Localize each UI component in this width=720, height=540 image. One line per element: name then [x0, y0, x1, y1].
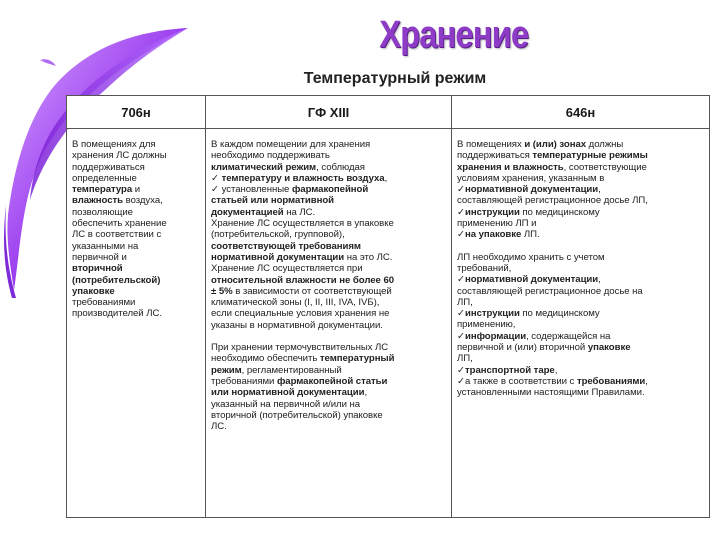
- paragraph-gap: [211, 331, 447, 342]
- column-header-gf-xiii: ГФ XIII: [206, 96, 452, 129]
- text: если специальные условия хранения не: [211, 308, 390, 320]
- text: производителей ЛС.: [72, 308, 162, 320]
- text: ЛС в соответствии с: [72, 229, 162, 241]
- text-line: [211, 207, 447, 218]
- text: ✓: [457, 364, 465, 376]
- text-line: [72, 308, 201, 319]
- cell-gf-xiii-text: [206, 129, 451, 434]
- cell-gf-xiii: [206, 129, 452, 518]
- text: ,: [384, 172, 388, 184]
- text-line: [457, 286, 705, 297]
- text: , соблюдая: [316, 161, 365, 173]
- cell-646n: [452, 129, 710, 518]
- bold-text: относительной влажности не более 60: [211, 274, 395, 286]
- text-line: [211, 184, 447, 195]
- text-line: [211, 410, 447, 421]
- cell-706n-text: [67, 129, 205, 322]
- text-line: [211, 162, 447, 173]
- text-line: [457, 195, 705, 206]
- text-line: [72, 297, 201, 308]
- text-line: [457, 387, 705, 398]
- text-line: [457, 365, 705, 376]
- text-line: [72, 252, 201, 263]
- text-line: [457, 139, 705, 150]
- text-line: [72, 229, 201, 240]
- text: ✓: [211, 172, 222, 184]
- text: ЛП,: [457, 353, 473, 365]
- text-line: [211, 308, 447, 319]
- text-line: [211, 195, 447, 206]
- bold-text: на упаковке: [465, 229, 522, 241]
- text: В каждом помещении для хранения: [211, 139, 371, 150]
- text: вторичной (потребительской) упаковке: [211, 409, 383, 421]
- text-line: [457, 376, 705, 387]
- text: применению,: [457, 319, 516, 331]
- text: В помещениях: [457, 139, 525, 150]
- text: обеспечить хранение: [72, 218, 167, 230]
- column-header-706n: 706н: [67, 96, 206, 129]
- text: Хранение ЛС осуществляется в упаковке: [211, 218, 394, 230]
- text: ✓ установленные: [211, 184, 292, 196]
- text: ✓: [457, 229, 465, 241]
- text: по медицинскому: [519, 206, 600, 218]
- bold-text: требованиями: [576, 375, 646, 387]
- text: применению ЛП и: [457, 218, 537, 230]
- text: указаны в нормативной документации.: [211, 319, 383, 331]
- page-title: Хранение: [379, 14, 529, 56]
- text: ЛС.: [211, 421, 227, 433]
- text-line: [211, 387, 447, 398]
- bold-text: нормативной документации: [465, 274, 599, 286]
- bold-text: нормативной документации: [465, 184, 599, 196]
- text-line: [72, 241, 201, 252]
- text: установленными настоящими Правилами.: [457, 387, 645, 399]
- text-line: [72, 275, 201, 286]
- bold-text: хранения и влажность: [457, 161, 564, 173]
- bold-text: температурные режимы: [532, 150, 648, 162]
- bold-text: инструкции: [465, 206, 520, 218]
- text-line: [457, 319, 705, 330]
- table-header-row: [67, 96, 710, 129]
- text-line: [457, 353, 705, 364]
- text-line: [72, 195, 201, 206]
- text: ✓: [457, 184, 465, 196]
- text: ✓: [457, 330, 465, 342]
- text: необходимо поддерживать: [211, 150, 330, 162]
- cell-706n: [67, 129, 206, 518]
- text-line: [457, 218, 705, 229]
- text-line: [211, 139, 447, 150]
- text: , регламентированный: [241, 364, 342, 376]
- bold-text: режим: [211, 364, 242, 376]
- text: требованиями: [72, 297, 136, 309]
- text-line: [457, 150, 705, 161]
- text: позволяющие: [72, 206, 133, 218]
- text: в зависимости от соответствующей: [232, 285, 392, 297]
- text-line: [211, 297, 447, 308]
- text-line: [211, 229, 447, 240]
- bold-text: соответствующей требованиям: [211, 240, 361, 252]
- text-line: [457, 252, 705, 263]
- text: ЛП необходимо хранить с учетом: [457, 251, 605, 263]
- text-line: [211, 218, 447, 229]
- text: на ЛС.: [283, 206, 316, 218]
- comparison-table: [66, 95, 710, 518]
- text-line: [457, 274, 705, 285]
- text: климатической зоны (I, II, III, IVA, IVБ),: [211, 297, 380, 309]
- text-line: [457, 342, 705, 353]
- text-line: [457, 207, 705, 218]
- text-line: [211, 376, 447, 387]
- bold-text: ± 5%: [211, 285, 233, 297]
- text: указанными на: [72, 240, 139, 252]
- text: требованиями: [211, 375, 277, 387]
- text-line: [457, 184, 705, 195]
- bold-text: температурный: [319, 353, 395, 365]
- bold-text: и (или) зонах: [524, 139, 587, 150]
- bold-text: влажность: [72, 195, 124, 207]
- text: условиям хранения, указанным в: [457, 172, 605, 184]
- bold-text: (потребительской): [72, 274, 161, 286]
- text: ,: [598, 274, 601, 286]
- text-line: [211, 421, 447, 432]
- column-header-646n: 646н: [452, 96, 710, 129]
- text-line: [211, 286, 447, 297]
- text-line: [72, 184, 201, 195]
- table-body-row: [67, 129, 710, 518]
- text: должны: [586, 139, 624, 150]
- text-line: [211, 263, 447, 274]
- bold-text: климатический режим: [211, 161, 317, 173]
- text: В помещениях для: [72, 139, 156, 150]
- text: хранения ЛС должны: [72, 150, 167, 162]
- text-line: [211, 275, 447, 286]
- text: (потребительской, групповой),: [211, 229, 345, 241]
- bold-text: или нормативной документации: [211, 387, 365, 399]
- text-line: [72, 162, 201, 173]
- text: ЛП.: [521, 229, 540, 241]
- text: ,: [645, 375, 648, 387]
- bold-text: статьей или нормативной: [211, 195, 335, 207]
- bold-text: вторичной: [72, 263, 123, 275]
- text: ,: [364, 387, 368, 399]
- bold-text: упаковке: [587, 342, 631, 354]
- text-line: [457, 263, 705, 274]
- paragraph-gap: [457, 241, 705, 252]
- cell-646n-text: [452, 129, 709, 401]
- page-subtitle: Температурный режим: [303, 70, 487, 87]
- text-line: [211, 173, 447, 184]
- bold-text: информации: [465, 330, 527, 342]
- text: составляющей регистрационное досье на: [457, 285, 643, 297]
- text: первичной и (или) вторичной: [457, 342, 588, 354]
- text-line: [457, 331, 705, 342]
- text: определенные: [72, 172, 137, 184]
- text-line: [457, 297, 705, 308]
- text-line: [72, 173, 201, 184]
- text: составляющей регистрационное досье ЛП,: [457, 195, 648, 207]
- text: ЛП,: [457, 296, 473, 308]
- text: на это ЛС.: [344, 251, 393, 263]
- text: и: [132, 184, 141, 196]
- text-line: [72, 286, 201, 297]
- text: воздуха,: [123, 195, 163, 207]
- bold-text: инструкции: [465, 308, 520, 320]
- text: ✓: [457, 206, 465, 218]
- text-line: [211, 320, 447, 331]
- bold-text: документацией: [211, 206, 284, 218]
- text: поддерживаться: [72, 161, 145, 173]
- text-line: [72, 263, 201, 274]
- text-line: [211, 399, 447, 410]
- text: Хранение ЛС осуществляется при: [211, 263, 363, 275]
- text-line: [211, 365, 447, 376]
- bold-text: упаковке: [72, 285, 115, 297]
- text: первичной и: [72, 251, 127, 263]
- text-line: [72, 218, 201, 229]
- text: требований,: [457, 262, 512, 274]
- text-line: [72, 150, 201, 161]
- text-line: [72, 207, 201, 218]
- text: , содержащейся на: [526, 330, 611, 342]
- text: ,: [554, 364, 558, 376]
- bold-text: нормативной документации: [211, 251, 345, 263]
- text-line: [72, 139, 201, 150]
- text: по медицинскому: [519, 308, 600, 320]
- text-line: [211, 241, 447, 252]
- text: При хранении термочувствительных ЛС: [211, 342, 389, 354]
- text: ✓: [457, 274, 465, 286]
- bold-text: транспортной таре: [465, 364, 555, 376]
- text: ,: [598, 184, 601, 196]
- text-line: [457, 173, 705, 184]
- bold-text: температура: [72, 184, 133, 196]
- text: , соответствующие: [563, 161, 647, 173]
- bold-text: фармакопейной статьи: [276, 375, 388, 387]
- text: поддерживаться: [457, 150, 533, 162]
- text-line: [457, 162, 705, 173]
- text-line: [211, 252, 447, 263]
- text-line: [211, 353, 447, 364]
- text-line: [457, 308, 705, 319]
- bold-text: фармакопейной: [291, 184, 369, 196]
- text: ✓а также в соответствии с: [457, 375, 577, 387]
- bold-text: температуру и влажность воздуха: [221, 172, 385, 184]
- text-line: [211, 150, 447, 161]
- text: указанный на первичной и/или на: [211, 398, 361, 410]
- text-line: [457, 229, 705, 240]
- text-line: [211, 342, 447, 353]
- text: необходимо обеспечить: [211, 353, 320, 365]
- text: ✓: [457, 308, 465, 320]
